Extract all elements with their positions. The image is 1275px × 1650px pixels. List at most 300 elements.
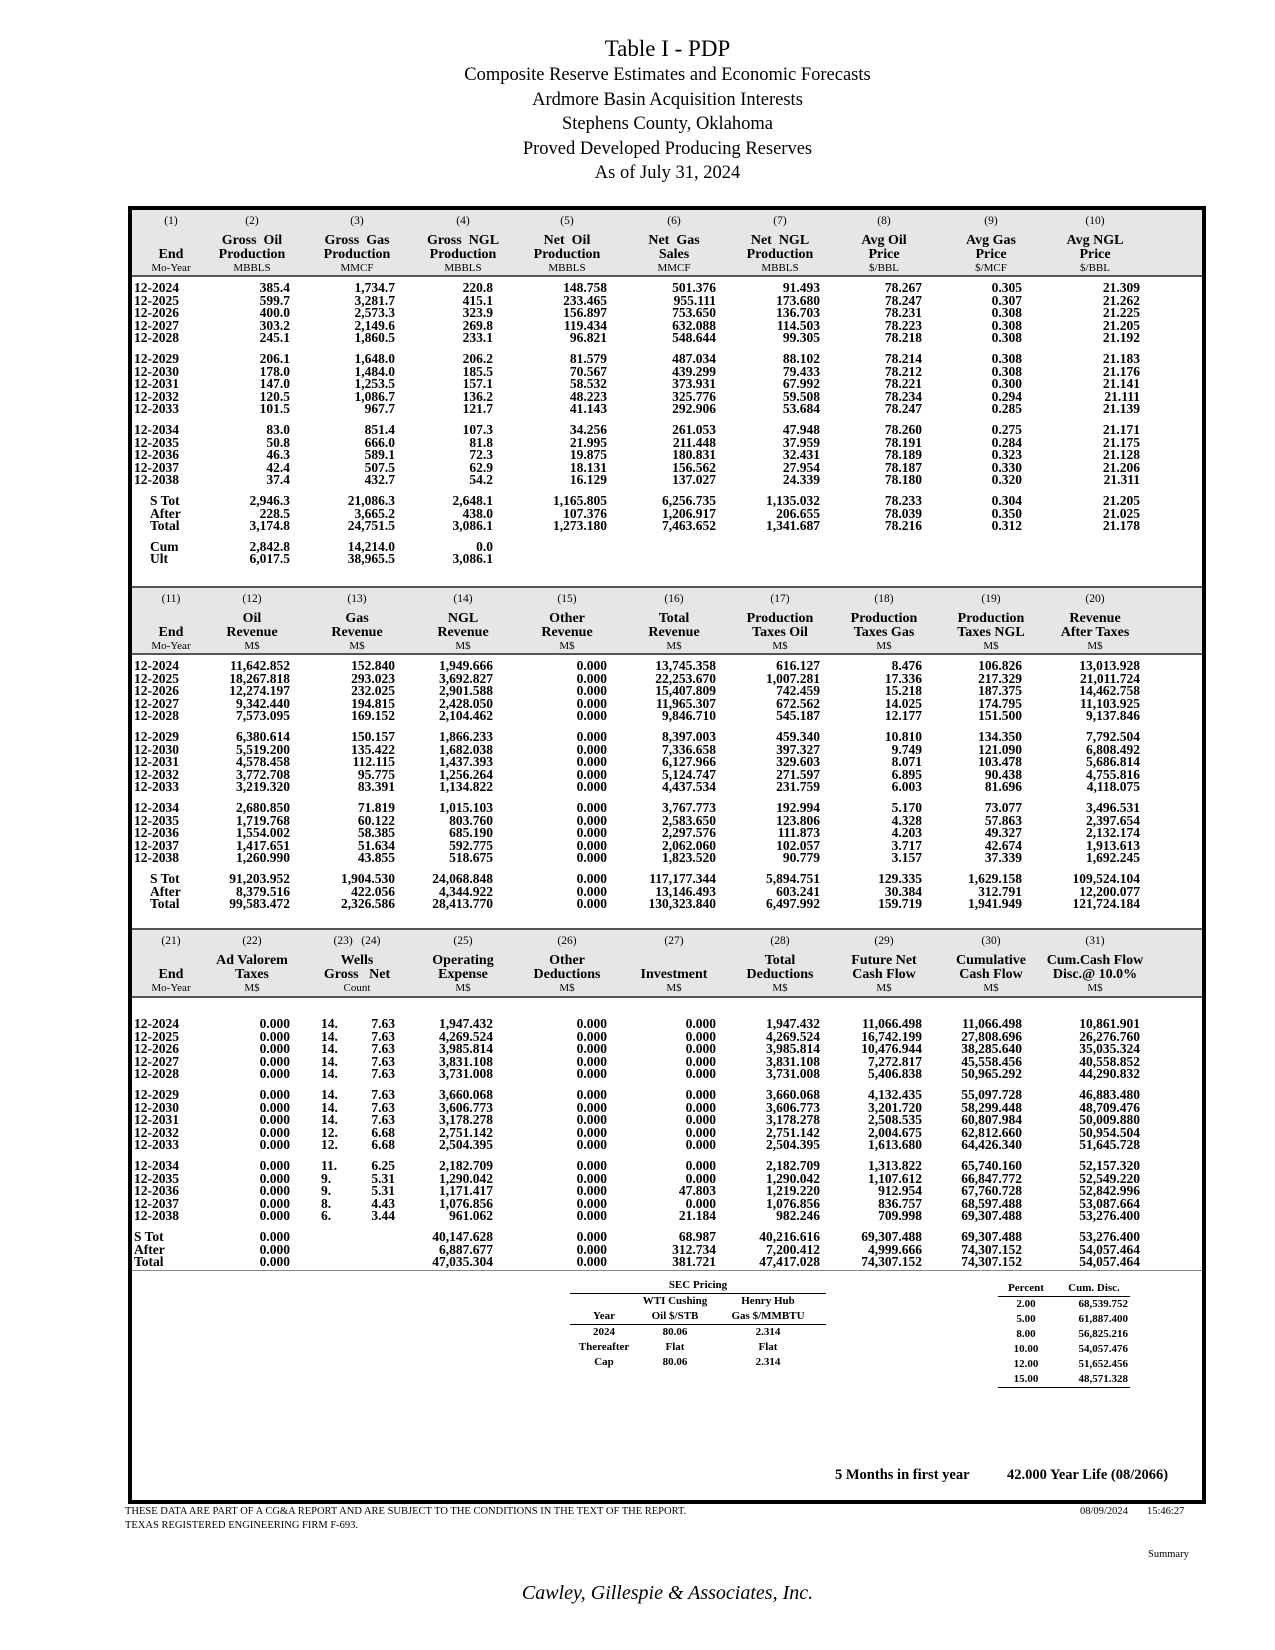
table-row	[132, 434, 1202, 450]
table-cell: 26,276.760	[1079, 1028, 1140, 1044]
table-cell: 99,583.472	[229, 896, 290, 912]
table-cell: 0.000	[576, 670, 607, 686]
table-cell: 1,947.432	[766, 1016, 820, 1031]
column-unit: M$	[772, 982, 788, 994]
table-cell: 518.675	[449, 850, 493, 866]
table-cell: 0.000	[576, 695, 607, 711]
column-number: (20)	[1085, 593, 1105, 605]
table-cell: 32.431	[782, 447, 820, 463]
table-cell: 18,267.818	[229, 670, 290, 686]
table-cell: 12-2031	[134, 376, 179, 392]
table-cell: 323.9	[462, 305, 493, 321]
table-cell: 2,297.576	[662, 825, 716, 841]
table-cell: 0.000	[685, 1041, 716, 1057]
table-cell: 148.758	[563, 280, 607, 295]
table-cell: 1,171.417	[439, 1183, 493, 1199]
table-cell: 0.305	[991, 280, 1022, 295]
table-cell: 4,269.524	[766, 1028, 820, 1044]
column-label: End	[158, 967, 184, 982]
table-cell: 12-2027	[134, 1053, 179, 1069]
table-cell: 41.143	[569, 401, 607, 417]
table-cell: 72.3	[469, 447, 493, 463]
table-cell: 803.760	[449, 812, 493, 828]
discount-rows	[998, 1297, 1130, 1388]
table-cell: 6,887.677	[439, 1241, 493, 1257]
table-row	[132, 317, 1202, 333]
table-row	[132, 307, 1202, 320]
table-cell: 961.062	[449, 1208, 493, 1224]
table-cell: 1,941.949	[968, 896, 1022, 912]
table-cell: 0.000	[576, 754, 607, 770]
table-cell: 1,719.768	[236, 812, 290, 828]
column-unit: MBBLS	[761, 262, 799, 274]
column-number: (26)	[557, 935, 577, 947]
discount-row	[998, 1312, 1130, 1327]
sec-pricing-row	[570, 1355, 826, 1370]
table-cell: 13,745.358	[655, 658, 716, 673]
table-cell: 192.994	[776, 800, 820, 815]
section-3-bottom-rule	[132, 1270, 1202, 1271]
table-cell: 616.127	[776, 658, 820, 673]
table-cell: 0.000	[259, 1053, 290, 1069]
column-number: (15)	[557, 593, 577, 605]
table-cell: 12.177	[884, 708, 922, 724]
column-number: (28)	[770, 935, 790, 947]
total-row	[132, 898, 1202, 911]
table-cell: 47,417.028	[759, 1254, 820, 1270]
discount-percent: 10.00	[1013, 1343, 1039, 1355]
table-cell: 0.308	[991, 317, 1022, 333]
table-row	[132, 1195, 1202, 1211]
table-cell: 325.776	[672, 388, 716, 404]
table-cell: 2,182.709	[439, 1158, 493, 1173]
table-cell: 4,132.435	[868, 1087, 922, 1102]
table-cell: 11,965.307	[655, 695, 716, 711]
table-cell: 21,011.724	[1079, 670, 1140, 686]
table-cell: 0.000	[576, 741, 607, 757]
table-cell: 6,497.992	[766, 896, 820, 912]
table-row	[132, 1018, 1202, 1031]
table-cell: 261.053	[672, 422, 716, 437]
column-unit: Count	[343, 982, 371, 994]
table-cell: 2,680.850	[236, 800, 290, 815]
table-cell: 6.003	[891, 779, 922, 795]
column-unit: Mo-Year	[151, 982, 191, 994]
column-unit: M$	[244, 982, 260, 994]
column-number: (25)	[453, 935, 473, 947]
table-cell: 211.448	[672, 434, 716, 450]
table-cell: 1,107.612	[868, 1170, 922, 1186]
discount-row	[998, 1297, 1130, 1312]
sec-pricing-cell: 80.06	[662, 1356, 688, 1368]
table-cell: 0.308	[991, 305, 1022, 321]
table-cell: 0.000	[576, 1099, 607, 1115]
column-label: Other Deductions	[533, 953, 601, 982]
column-unit: MBBLS	[233, 262, 271, 274]
table-cell: 12-2038	[134, 850, 179, 866]
column-label: Gross Gas Production	[323, 233, 391, 262]
table-cell: 0.308	[991, 351, 1022, 366]
subtitle-line-1: Composite Reserve Estimates and Economic Forecasts	[464, 65, 871, 85]
subtitle-line-4: Proved Developed Producing Reserves	[522, 138, 813, 159]
table-cell: 1,260.990	[236, 850, 290, 866]
table-cell: 0.000	[259, 1016, 290, 1031]
table-cell: 21.175	[1102, 434, 1140, 450]
column-number: (14)	[453, 593, 473, 605]
table-cell: 21.192	[1102, 330, 1140, 346]
table-cell: 46.3	[266, 447, 290, 463]
table-cell: 21.139	[1102, 401, 1140, 417]
table-cell: 3.717	[891, 837, 922, 853]
column-label: Cumulative Cash Flow	[956, 953, 1026, 982]
table-cell: 8.	[321, 1195, 332, 1211]
table-cell: 129.335	[878, 871, 922, 886]
table-cell: 12-2032	[134, 1124, 179, 1140]
table-cell: 14.025	[884, 695, 922, 711]
table-cell: Total	[150, 518, 180, 534]
table-cell: 8.476	[891, 658, 922, 673]
column-unit: M$	[244, 640, 260, 652]
table-cell: 30.384	[884, 883, 922, 899]
table-cell: 6,808.492	[1086, 741, 1140, 757]
table-cell: 1,135.032	[766, 493, 820, 508]
column-header	[1025, 214, 1165, 274]
column-unit: Mo-Year	[151, 262, 191, 274]
table-cell: 54,057.464	[1079, 1254, 1140, 1270]
table-cell: 4.203	[891, 825, 922, 841]
table-cell: 955.111	[673, 292, 716, 308]
table-cell: 0.307	[991, 292, 1022, 308]
table-cell: 18.131	[569, 459, 607, 475]
table-cell: 0.000	[685, 1028, 716, 1044]
table-cell: 228.5	[259, 505, 290, 521]
table-cell: 71.819	[357, 800, 395, 815]
table-cell: 21.311	[1103, 472, 1140, 488]
table-cell: 151.500	[978, 708, 1022, 724]
table-cell: 9,846.710	[662, 708, 716, 724]
table-cell: 78.180	[884, 472, 922, 488]
table-cell: 592.775	[449, 837, 493, 853]
table-row	[132, 1210, 1202, 1223]
sec-pricing-row	[570, 1340, 826, 1355]
table-cell: 130,323.840	[648, 896, 716, 912]
table-cell: 1,290.042	[766, 1170, 820, 1186]
discount-row	[998, 1327, 1130, 1342]
table-cell: 14,214.0	[347, 538, 395, 554]
column-number: (5)	[560, 215, 574, 227]
table-row	[132, 332, 1202, 345]
table-cell: 78.214	[884, 351, 922, 366]
table-row	[132, 781, 1202, 794]
table-cell: 47.948	[782, 422, 820, 437]
table-cell: 40,558.852	[1079, 1053, 1140, 1069]
sec-pricing-year-header: Year	[593, 1310, 615, 1322]
table-cell: 6.	[321, 1208, 332, 1224]
column-number: (29)	[874, 935, 894, 947]
table-cell: 0.000	[576, 729, 607, 744]
table-cell: 0.000	[685, 1087, 716, 1102]
table-cell: 21.184	[678, 1208, 716, 1224]
table-cell: 38,285.640	[961, 1041, 1022, 1057]
table-cell: 90.779	[782, 850, 820, 866]
table-cell: 106.826	[978, 658, 1022, 673]
table-cell: 632.088	[672, 317, 716, 333]
table-row	[132, 1124, 1202, 1140]
table-cell: 17.336	[884, 670, 922, 686]
table-cell: 54.2	[469, 472, 493, 488]
table-cell: 6,127.966	[662, 754, 716, 770]
table-cell: 0.308	[991, 330, 1022, 346]
table-cell: 78.039	[884, 505, 922, 521]
table-cell: 3,178.278	[439, 1112, 493, 1128]
table-cell: 9.	[321, 1170, 332, 1186]
sec-pricing-gas-header-1: Henry Hub	[741, 1295, 795, 1307]
table-cell: 78.260	[884, 422, 922, 437]
table-cell: 0.000	[576, 779, 607, 795]
table-cell: 2,504.395	[439, 1137, 493, 1153]
table-cell: 3,767.773	[662, 800, 716, 815]
table-cell: 21.309	[1102, 280, 1140, 295]
column-label: End	[158, 625, 184, 640]
table-cell: 2,182.709	[766, 1158, 820, 1173]
table-cell: 0.000	[576, 1158, 607, 1173]
table-cell: 78.267	[884, 280, 922, 295]
column-unit: $/MCF	[975, 262, 1007, 274]
table-cell: 1,947.432	[439, 1016, 493, 1031]
table-cell: 50,965.292	[961, 1066, 1022, 1082]
table-cell: 7,792.504	[1086, 729, 1140, 744]
column-label: Operating Expense	[432, 953, 494, 982]
table-cell: 10.810	[884, 729, 922, 744]
table-cell: 0.000	[259, 1195, 290, 1211]
column-unit: MBBLS	[444, 262, 482, 274]
table-cell: 169.152	[351, 708, 395, 724]
table-cell: 415.1	[462, 292, 493, 308]
table-cell: 53,276.400	[1079, 1229, 1140, 1244]
table-cell: 13,013.928	[1079, 658, 1140, 673]
table-cell: 487.034	[672, 351, 716, 366]
table-cell: 194.815	[351, 695, 395, 711]
table-cell: 12-2025	[134, 670, 179, 686]
table-cell: 53,276.400	[1079, 1208, 1140, 1224]
table-row	[132, 363, 1202, 379]
table-cell: 9.	[321, 1183, 332, 1199]
table-cell: 62.9	[469, 459, 493, 475]
table-cell: 3,985.814	[439, 1041, 493, 1057]
table-cell: 48.223	[569, 388, 607, 404]
table-row	[132, 1068, 1202, 1081]
table-cell: 74,307.152	[961, 1241, 1022, 1257]
table-cell: 2,062.060	[662, 837, 716, 853]
table-cell: 0.000	[576, 1066, 607, 1082]
column-unit: M$	[876, 982, 892, 994]
table-cell: 21.206	[1102, 459, 1140, 475]
table-cell: 1,437.393	[439, 754, 493, 770]
table-cell: 21.025	[1102, 505, 1140, 521]
table-row	[132, 1043, 1202, 1056]
column-unit: M$	[455, 640, 471, 652]
table-cell: 1,629.158	[968, 871, 1022, 886]
table-cell: 217.329	[978, 670, 1022, 686]
table-cell: 5,406.838	[868, 1066, 922, 1082]
table-cell: 0.284	[991, 434, 1022, 450]
table-cell: 10,476.944	[861, 1041, 922, 1057]
table-cell: 52,157.320	[1079, 1158, 1140, 1173]
table-cell: 2,504.395	[766, 1137, 820, 1153]
table-cell: 0.320	[991, 472, 1022, 488]
table-cell: 50,009.880	[1079, 1112, 1140, 1128]
footer-summary: Summary	[1148, 1549, 1189, 1560]
table-cell: 4,344.922	[439, 883, 493, 899]
table-cell: 78.231	[884, 305, 922, 321]
table-cell: 9.749	[891, 741, 922, 757]
table-cell: 66,847.772	[961, 1170, 1022, 1186]
table-cell: 271.597	[776, 766, 820, 782]
table-cell: Cum	[150, 538, 179, 554]
table-cell: 12-2035	[134, 812, 179, 828]
column-unit: $/BBL	[869, 262, 899, 274]
table-cell: 5.170	[891, 800, 922, 815]
table-cell: 312.734	[672, 1241, 716, 1257]
table-cell: 57.863	[984, 812, 1022, 828]
column-label: Net Oil Production	[533, 233, 601, 262]
column-number: (7)	[773, 215, 787, 227]
table-cell: 83.0	[266, 422, 290, 437]
table-cell: 0.000	[576, 1241, 607, 1257]
column-unit: M$	[1087, 982, 1103, 994]
table-cell: 1,417.651	[236, 837, 290, 853]
table-cell: 156.897	[563, 305, 607, 321]
table-cell: 81.579	[569, 351, 607, 366]
table-cell: 3,831.108	[439, 1053, 493, 1069]
table-cell: 2,428.050	[439, 695, 493, 711]
table-row	[132, 378, 1202, 391]
column-unit: M$	[983, 640, 999, 652]
table-cell: 21.111	[1104, 388, 1140, 404]
table-cell: 174.795	[978, 695, 1022, 711]
sec-pricing-cell: 2.314	[755, 1326, 781, 1338]
table-cell: 0.000	[259, 1241, 290, 1257]
table-cell: 12-2034	[134, 800, 179, 815]
table-cell: 58.385	[357, 825, 395, 841]
table-cell: 14.	[321, 1099, 338, 1115]
table-cell: 0.000	[576, 800, 607, 815]
table-cell: 3,606.773	[439, 1099, 493, 1115]
table-cell: 2,583.650	[662, 812, 716, 828]
discount-table	[998, 1281, 1130, 1388]
table-row	[132, 1089, 1202, 1102]
table-row	[132, 282, 1202, 295]
table-cell: 385.4	[259, 280, 290, 295]
table-cell: 6.68	[371, 1137, 395, 1153]
table-cell: 0.000	[685, 1195, 716, 1211]
sec-pricing-gas-header-2: Gas $/MMBTU	[731, 1310, 805, 1322]
table-cell: 136.703	[776, 305, 820, 321]
table-cell: 12-2031	[134, 1112, 179, 1128]
table-cell: 501.376	[672, 280, 716, 295]
table-cell: 54,057.464	[1079, 1241, 1140, 1257]
sec-pricing-cell: Flat	[758, 1341, 778, 1353]
table-cell: 1,823.520	[662, 850, 716, 866]
sec-pricing-oil-header-2: Oil $/STB	[651, 1310, 699, 1322]
table-cell: 12-2029	[134, 1087, 179, 1102]
table-cell: 0.000	[259, 1254, 290, 1270]
table-cell: 507.5	[364, 459, 395, 475]
column-unit: M$	[876, 640, 892, 652]
table-cell: 3,665.2	[354, 505, 395, 521]
table-cell: 37.959	[782, 434, 820, 450]
table-cell: 21.183	[1102, 351, 1140, 366]
discount-cum: 61,887.400	[1078, 1313, 1128, 1325]
table-cell: 107.3	[462, 422, 493, 437]
table-cell: 51.634	[357, 837, 395, 853]
table-cell: 21.262	[1102, 292, 1140, 308]
column-label: Avg Gas Price	[966, 233, 1016, 262]
table-cell: 12-2037	[134, 459, 179, 475]
column-header	[1025, 934, 1165, 994]
table-cell: 121.7	[462, 401, 493, 417]
table-cell: 7,336.658	[662, 741, 716, 757]
column-label: End	[158, 247, 184, 262]
table-cell: 136.2	[462, 388, 493, 404]
column-number: (22)	[242, 935, 262, 947]
table-cell: 120.5	[259, 388, 290, 404]
table-cell: 269.8	[462, 317, 493, 333]
sec-pricing-cell: Flat	[665, 1341, 685, 1353]
table-cell: 0.000	[576, 837, 607, 853]
table-cell: 11,103.925	[1079, 695, 1140, 711]
table-cell: 83.391	[357, 779, 395, 795]
table-cell: 180.831	[672, 447, 716, 463]
column-number: (21)	[161, 935, 181, 947]
table-cell: 0.000	[576, 1208, 607, 1224]
discount-percent: 8.00	[1016, 1328, 1036, 1340]
total-row	[132, 553, 1202, 566]
table-cell: 14.	[321, 1053, 338, 1069]
table-cell: 12-2038	[134, 472, 179, 488]
table-cell: 1,290.042	[439, 1170, 493, 1186]
table-cell: 0.000	[259, 1028, 290, 1044]
table-cell: 12-2030	[134, 363, 179, 379]
table-cell: 15.218	[884, 683, 922, 699]
table-cell: 603.241	[776, 883, 820, 899]
table-cell: 58.532	[569, 376, 607, 392]
table-cell: 12-2031	[134, 754, 179, 770]
table-row	[132, 403, 1202, 416]
table-cell: 79.433	[782, 363, 820, 379]
table-cell: 178.0	[259, 363, 290, 379]
table-cell: After	[150, 505, 181, 521]
sec-pricing-oil-header-1: WTI Cushing	[642, 1295, 708, 1307]
table-row	[132, 449, 1202, 462]
table-cell: 3,496.531	[1086, 800, 1140, 815]
table-cell: 2,842.8	[249, 538, 290, 554]
table-cell: 12.	[321, 1137, 338, 1153]
discount-row	[998, 1342, 1130, 1357]
table-cell: 0.000	[576, 1028, 607, 1044]
column-number: (11)	[161, 593, 181, 605]
table-cell: 422.056	[351, 883, 395, 899]
table-cell: 3,692.827	[439, 670, 493, 686]
column-number: (13)	[347, 593, 367, 605]
table-cell: 5,519.200	[236, 741, 290, 757]
discount-cum: 48,571.328	[1078, 1373, 1128, 1385]
sec-pricing-cell: Cap	[594, 1356, 614, 1368]
table-cell: 1,206.917	[662, 505, 716, 521]
table-cell: 103.478	[978, 754, 1022, 770]
table-cell: 12-2037	[134, 837, 179, 853]
table-cell: 12-2033	[134, 779, 179, 795]
